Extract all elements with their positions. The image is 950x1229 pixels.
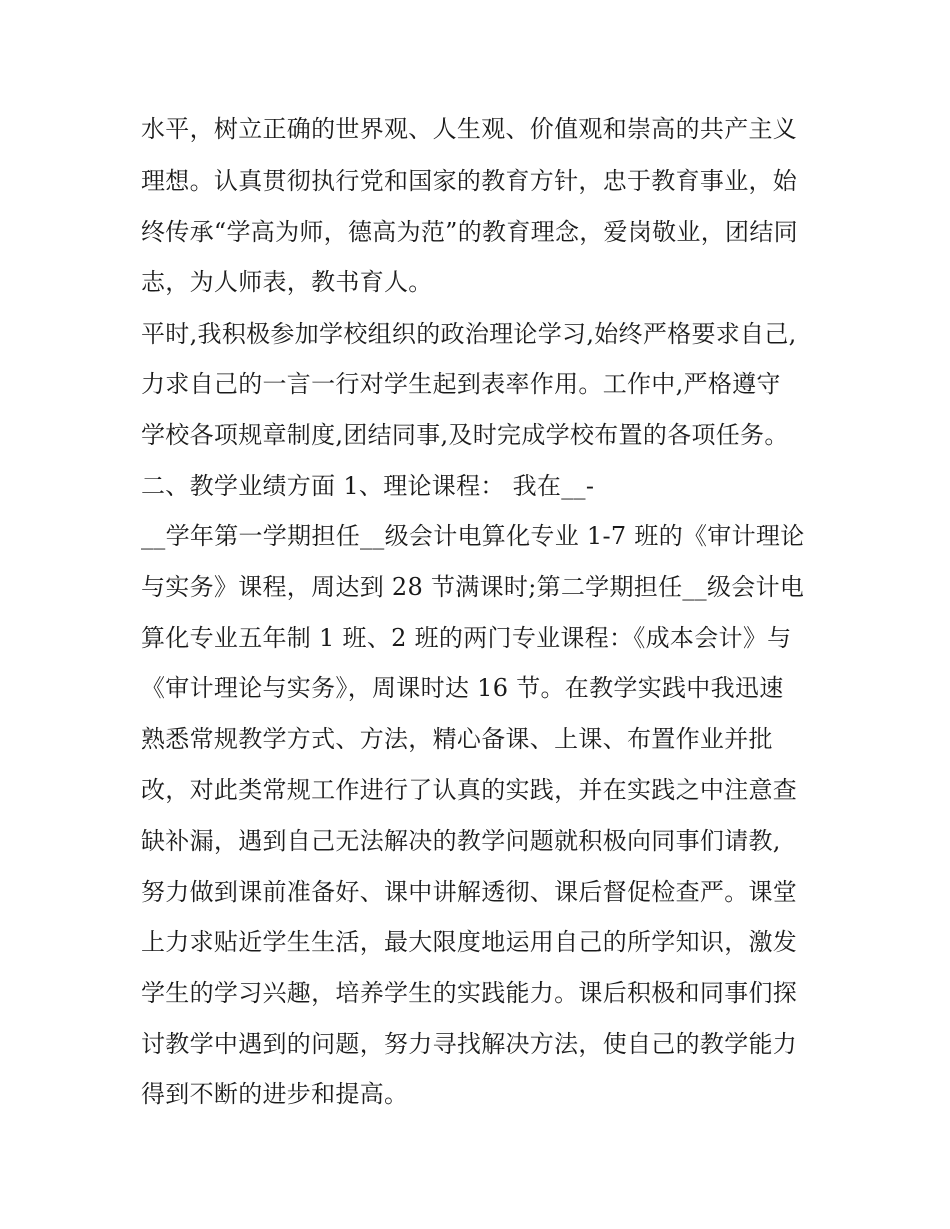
text-line: 《审计理论与实务》，周课时达 16 节。在教学实践中我迅速: [141, 674, 784, 702]
text-line: 上力求贴近学生生活，最大限度地运用自己的所学知识，激发: [141, 928, 798, 956]
text-line: 改，对此类常规工作进行了认真的实践，并在实践之中注意查: [141, 776, 798, 804]
text-line: __学年第一学期担任__级会计电算化专业 1-7 班的《审计理论: [141, 522, 805, 550]
text-line: 讨教学中遇到的问题，努力寻找解决方法，使自己的教学能力: [141, 1030, 798, 1058]
text-line: 算化专业五年制 1 班、2 班的两门专业课程：《成本会计》与: [141, 624, 792, 652]
text-line: 力求自己的一言一行对学生起到表率作用。工作中,严格遵守: [141, 370, 781, 398]
text-line: 得到不断的进步和提高。: [141, 1080, 409, 1108]
text-line: 努力做到课前准备好、课中讲解透彻、课后督促检查严。课堂: [141, 878, 798, 906]
text-line: 与实务》课程，周达到 28 节满课时;第二学期担任__级会计电: [141, 573, 805, 601]
text-line: 学生的学习兴趣，培养学生的实践能力。课后积极和同事们探: [141, 979, 798, 1007]
text-line: 志，为人师表，教书育人。: [141, 268, 433, 296]
text-line: 学校各项规章制度,团结同事,及时完成学校布置的各项任务。: [141, 421, 789, 449]
text-line: 缺补漏，遇到自己无法解决的教学问题就积极向同事们请教,: [141, 827, 781, 855]
text-line: 水平，树立正确的世界观、人生观、价值观和崇高的共产主义: [141, 115, 798, 143]
text-line: 二、教学业绩方面 1、理论课程： 我在__-: [141, 472, 595, 500]
text-line: 理想。认真贯彻执行党和国家的教育方针，忠于教育事业，始: [141, 167, 798, 195]
text-line: 平时,我积极参加学校组织的政治理论学习,始终严格要求自己,: [141, 320, 797, 348]
text-line: 熟悉常规教学方式、方法，精心备课、上课、布置作业并批: [141, 725, 773, 753]
text-line: 终传承“学高为师，德高为范”的教育理念，爱岗敬业，团结同: [141, 218, 798, 246]
